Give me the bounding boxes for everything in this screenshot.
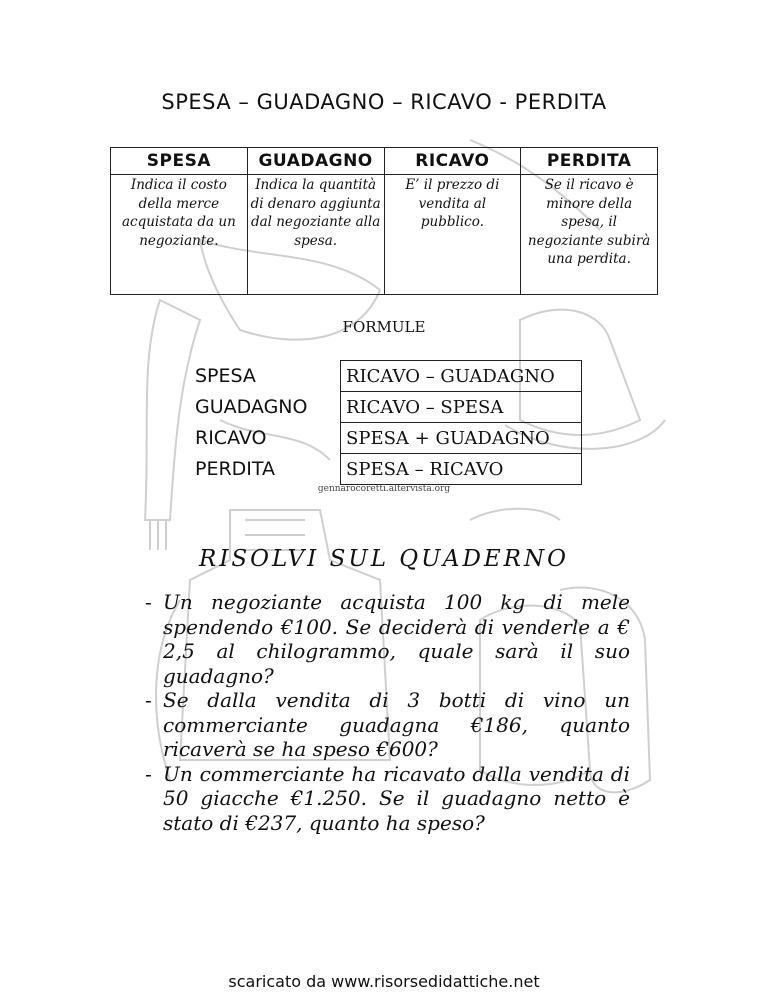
formule-label: FORMULE — [342, 318, 426, 336]
page-title: SPESA – GUADAGNO – RICAVO - PERDITA — [161, 90, 607, 114]
definition-ricavo: E’ il prezzo di vendita al pubblico. — [384, 175, 521, 295]
formula-value: RICAVO – GUADAGNO — [341, 361, 582, 392]
exercise-item — [145, 762, 630, 836]
exercise-marker: - — [145, 761, 152, 786]
formula-term: GUADAGNO — [190, 392, 341, 423]
header-spesa: SPESA — [111, 148, 248, 175]
formula-term: SPESA — [190, 361, 341, 392]
exercise-item — [145, 688, 630, 762]
formula-value: SPESA – RICAVO — [341, 454, 582, 485]
exercise-heading: RISOLVI SUL QUADERNO — [199, 546, 569, 572]
formula-row — [190, 361, 582, 392]
header-ricavo: RICAVO — [384, 148, 521, 175]
exercise-marker: - — [145, 590, 152, 614]
definitions-body-row — [111, 175, 658, 295]
exercise-text: Se dalla vendita di 3 botti di vino un commerciante guadagna €186, quanto ricaverà se ha speso €600? — [163, 688, 630, 761]
exercise-marker: - — [145, 688, 152, 712]
formula-term: PERDITA — [190, 454, 341, 485]
formula-term: RICAVO — [190, 423, 341, 454]
definitions-header-row — [111, 148, 658, 175]
definitions-table — [110, 147, 658, 295]
formule-table — [190, 360, 582, 485]
exercise-list — [145, 590, 630, 835]
footer-download-note: scaricato da www.risorsedidattiche.net — [228, 972, 540, 991]
definition-guadagno: Indica la quantità di denaro aggiunta dal negoziante alla spesa. — [247, 175, 384, 295]
formula-row — [190, 392, 582, 423]
exercise-text: Un commerciante ha ricavato dalla vendita di 50 giacche €1.250. Se il guadagno netto è stato di €237, quanto ha speso? — [163, 761, 630, 835]
formula-value: RICAVO – SPESA — [341, 392, 582, 423]
exercise-item — [145, 590, 630, 688]
definition-spesa: Indica il costo della merce acquistata da un negoziante. — [111, 175, 248, 295]
formula-row — [190, 454, 582, 485]
exercise-text: Un negoziante acquista 100 kg di mele spendendo €100. Se deciderà di venderle a € 2,5 al chilogrammo, quale sarà il suo guadagno? — [163, 590, 630, 688]
formula-row — [190, 423, 582, 454]
header-guadagno: GUADAGNO — [247, 148, 384, 175]
definition-perdita: Se il ricavo è minore della spesa, il negoziante subirà una perdita. — [521, 175, 658, 295]
header-perdita: PERDITA — [521, 148, 658, 175]
formula-value: SPESA + GUADAGNO — [341, 423, 582, 454]
source-credit: gennarocoretti.altervista.org — [317, 484, 451, 494]
